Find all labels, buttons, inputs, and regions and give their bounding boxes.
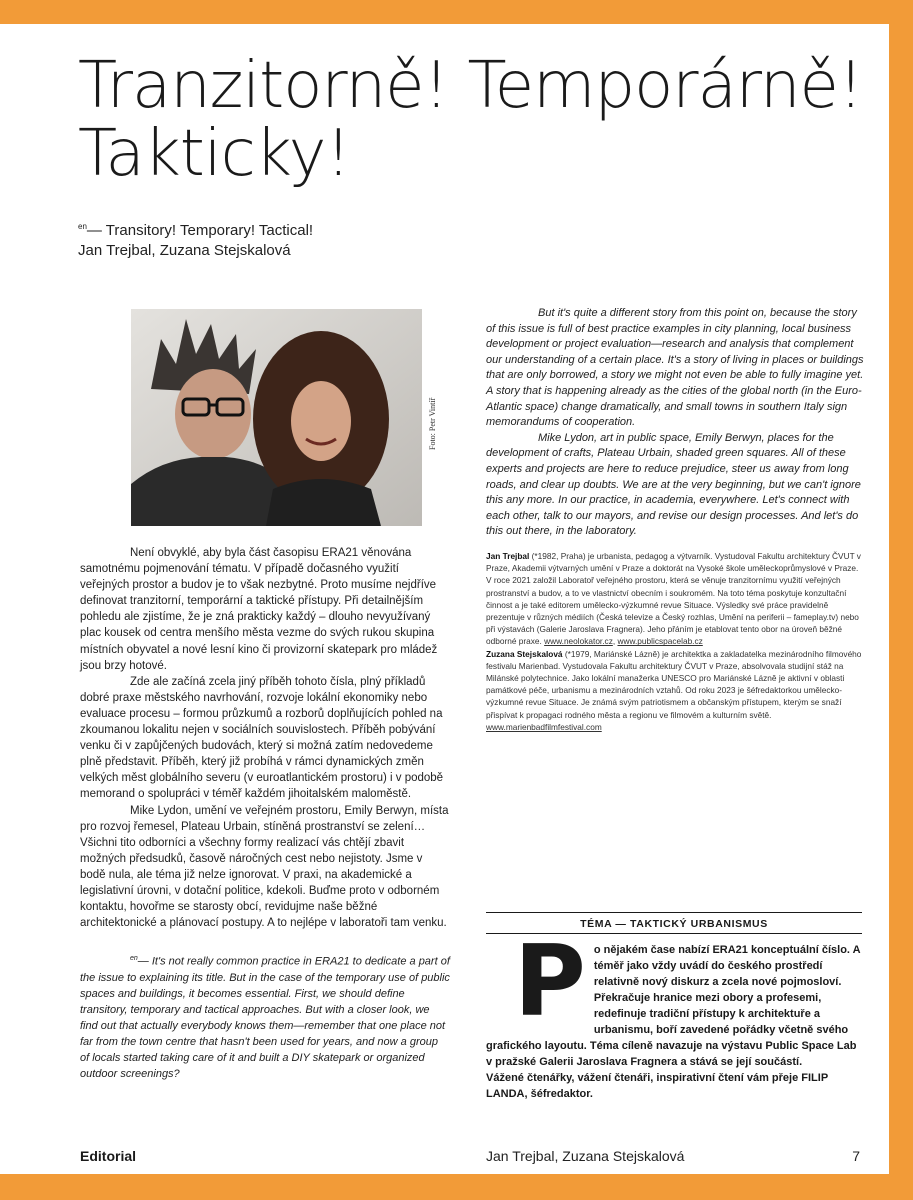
cz-paragraph-2: Zde ale začíná zcela jiný příběh tohoto čísla, plný příkladů dobré praxe městského navrhování, rozvoje lokální ekonomiky nebo evaluace procesu – formou průzkumů a rozborů doplňujících pohled na zkoumanou lokalitu nejen v sociálních souvislostech. Příběh pobývání venku či v zapůjčených budovách, který si možná zatím nedovedeme plně představit. Příběh, který již probíhá v rámci dynamických změn velkých měst globálního severu (v euroatlantickém prostoru) i v podobě memorand o spolupráci v téměř každém jihoitalském maloměstě. bbox=[80, 675, 444, 801]
topic-body bbox=[486, 925, 862, 1102]
title-line-1: Tranzitorně! Temporárně! bbox=[78, 49, 863, 123]
page-title bbox=[78, 49, 868, 191]
subtitle bbox=[78, 217, 313, 261]
cz-paragraph-1: Není obvyklé, aby byla část časopisu ERA21 věnována samotnému pojmenování tématu. V případě dočasného využití veřejných prostor a budov je to však nezbytné. Proto musíme nejdříve definovat tranzitorní, temporární a taktické přístupy. Při detailnějším pohledu ale zjistíme, že je zná prakticky každý – dlouho nevyužívaný plac kousek od centra menšího města vezme do svých rukou skupina místních obyvatel a nové lesní kino či provizorní skatepark pro mládež jsou brzy hotové. bbox=[80, 547, 438, 672]
footer-authors: Jan Trejbal, Zuzana Stejskalová bbox=[486, 1148, 685, 1164]
footer-section: Editorial bbox=[80, 1148, 137, 1164]
bio-zuzana-name: Zuzana Stejskalová bbox=[486, 648, 563, 659]
author-bios: Jan Trejbal (*1982, Praha) je urbanista, pedagog a výtvarník. Vystudoval Fakultu architektury ČVUT v Praze, Akademii výtvarných umění v Praze a doktorát na Vysoké škole uměleckoprůmyslové v Praze. V roce 2021 založil Laboratoř veřejného prostoru, která se věnuje tranzitornímu využití veřejných prostranství a budov, a to ve vlastnictví obecním i soukromém. Na toto téma poskytuje konzultační činnost a je také editorem umělecko-výzkumné revue Situace. Výsledky své práce pravidelně prezentuje v různých médiích (Česká televize a Český rozhlas, Umění na periferii – fameplay.tv) nebo při výstavách (Galerie Jaroslava Fragnera). Jeho přáním je etablovat tento obor na úroveň běžné odborné praxe. www.neolokator.cz, www.publicspacelab.cz Zuzana Stejskalová (*1979, Mariánské Lázně) je architektka a zakladatelka mezinárodního filmového festivalu Marienbad. Vystudovala Fakultu architektury ČVUT v Praze, absolvovala studijní stáž na Milánské polytechnice. Jako lokální manažerka UNESCO pro Mariánské Lázně je aktivní v oblasti památkové péče, urbanismu a mezinárodních vztahů. Od roku 2023 je šéfredaktorkou umělecko-výzkumné revue Situace. Je známá svým patriotismem a občanským přístupem, kterým se snaží přispívat k propagaci rodného města a regionu ve filmovém a kulturním světě. www.marienbadfilmfestival.com bbox=[486, 550, 862, 732]
right-column bbox=[486, 306, 866, 733]
topic-header: TÉMA — TAKTICKÝ URBANISMUS bbox=[486, 912, 862, 934]
link-neolokator[interactable]: www.neolokator.cz bbox=[544, 636, 613, 647]
english-text-right bbox=[486, 306, 866, 540]
topic-text: o nějakém čase nabízí ERA21 konceptuální číslo. A téměř jako vždy uvádí do českého prostředí relativně nový diskurz a zcela nové pojmosloví. Překračuje hranice mezi obory a profesemi, redefinuje tradiční přístupy k architektuře a urbanismu, boří zavedené pořádky včetně svého grafického layoutu. Téma cíleně navazuje na výstavu Public Space Lab v pražské Galerii Jaroslava Fragnera a stává se její součástí. bbox=[486, 944, 861, 1068]
en-paragraph-3: Mike Lydon, art in public space, Emily Berwyn, places for the development of crafts, Plateau Urbain, shaded green squares. All of these experts and projects are here to reduce prejudice, steer us away from long roads, and clear up doubts. We are at the very beginning, but we can't ignore this any more. In our practice, in academia, everywhere. Let's connect with each other, talk to our mayors, and revise our design processes. And let's do this out there, in the laboratory. bbox=[486, 431, 861, 538]
author-photo-image bbox=[131, 309, 422, 526]
cz-paragraph-3: Mike Lydon, umění ve veřejném prostoru, Emily Berwyn, místa pro rozvoj řemesel, Plateau Urbain, stíněná prostranství se zelení… Všichni tito odborníci a všechny formy realizací vás chtějí zbavit možných předsudků, časově náročných cest nebo nejistoty. Jsme v bodě nula, ale téma již nelze ignorovat. V praxi, na akademické a legislativní úrovni, v dotační politice, kdekoli. Buďme proto v odborném kontaktu, hovořme se starosty obcí, revidujme naše běžné architektonické a plánovací postupy. A to nejlépe v laboratoři tam venku. bbox=[80, 804, 449, 930]
author-photo bbox=[131, 309, 422, 526]
subtitle-authors: Jan Trejbal, Zuzana Stejskalová bbox=[78, 242, 291, 259]
bio-jan-text: (*1982, Praha) je urbanista, pedagog a výtvarník. Vystudoval Fakultu architektury ČVUT v Praze, Akademii výtvarných umění v Praze a doktorát na Vysoké škole uměleckoprůmyslové v Praze. V roce 2021 založil Laboratoř veřejného prostoru, která se věnuje tranzitornímu využití veřejných prostranství a budov, a to ve vlastnictví obecním i soukromém. Na toto téma poskytuje konzultační činnost a je také editorem umělecko-výzkumné revue Situace. Výsledky své práce pravidelně prezentuje v různých médiích (Česká televize a Český rozhlas, Umění na periferii – fameplay.tv) nebo při výstavách (Galerie Jaroslava Fragnera). Jeho přáním je etablovat tento obor na úroveň běžné odborné praxe. bbox=[486, 550, 861, 647]
subtitle-lang-tag: en bbox=[78, 222, 87, 231]
en-paragraph-2: But it's quite a different story from this point on, because the story of this issue is full of best practice examples in city planning, local business development or project evaluation—research and analysis that complement our understanding of a certain place. It's a story of living in places or buildings that are only borrowed, a story we might not even be able to fully imagine yet. A story that is happening already as the cities of the global north (in the Euro-Atlantic space) change dramatically, and small towns in southern Italy sign memorandums of cooperation. bbox=[486, 307, 864, 429]
page bbox=[0, 24, 889, 1174]
bio-jan-name: Jan Trejbal bbox=[486, 550, 530, 561]
title-line-2: Takticky! bbox=[78, 117, 351, 191]
link-publicspacelab[interactable]: www.publicspacelab.cz bbox=[617, 636, 703, 647]
czech-text bbox=[80, 545, 450, 931]
english-text-left bbox=[80, 951, 450, 1082]
subtitle-en-title: — Transitory! Temporary! Tactical! bbox=[86, 222, 314, 239]
page-number: 7 bbox=[852, 1148, 860, 1164]
drop-cap: P bbox=[514, 925, 586, 1039]
topic-box bbox=[486, 912, 862, 1102]
photo-credit: Foto: Petr Vintíř bbox=[428, 397, 437, 450]
en-paragraph-1: $^{en}$— It's not really common practice in ERA21 to dedicate a part of the issue to explaining its title. But in the case of the temporary use of public spaces and buildings, it becomes essential. First, we should define transitory, temporary and tactical approaches. But with a closer look, we find out that actually everybody knows them—remember that one place not far from the town centre that hasn't been used for years, and now a group of locals started taking care of it and built a DIY skatepark or organized outdoor screenings? bbox=[80, 955, 450, 1080]
bio-zuzana-text: (*1979, Mariánské Lázně) je architektka a zakladatelka mezinárodního filmového festivalu Marienbad. Vystudovala Fakultu architektury ČVUT v Praze, absolvovala studijní stáž na Milánské polytechnice. Jako lokální manažerka UNESCO pro Mariánské Lázně je aktivní v oblasti památkové péče, urbanismu a mezinárodních vztahů. Od roku 2023 je šéfredaktorkou umělecko-výzkumné revue Situace. Je známá svým patriotismem a občanským přístupem, kterým se snaží přispívat k propagaci rodného města a regionu ve filmovém a kulturním světě. bbox=[486, 648, 862, 720]
topic-closing: Vážené čtenářky, vážení čtenáři, inspirativní čtení vám přeje FILIP LANDA, šéfredaktor. bbox=[486, 1072, 828, 1100]
link-marienbad[interactable]: www.marienbadfilmfestival.com bbox=[486, 721, 602, 732]
left-column bbox=[80, 545, 450, 1082]
